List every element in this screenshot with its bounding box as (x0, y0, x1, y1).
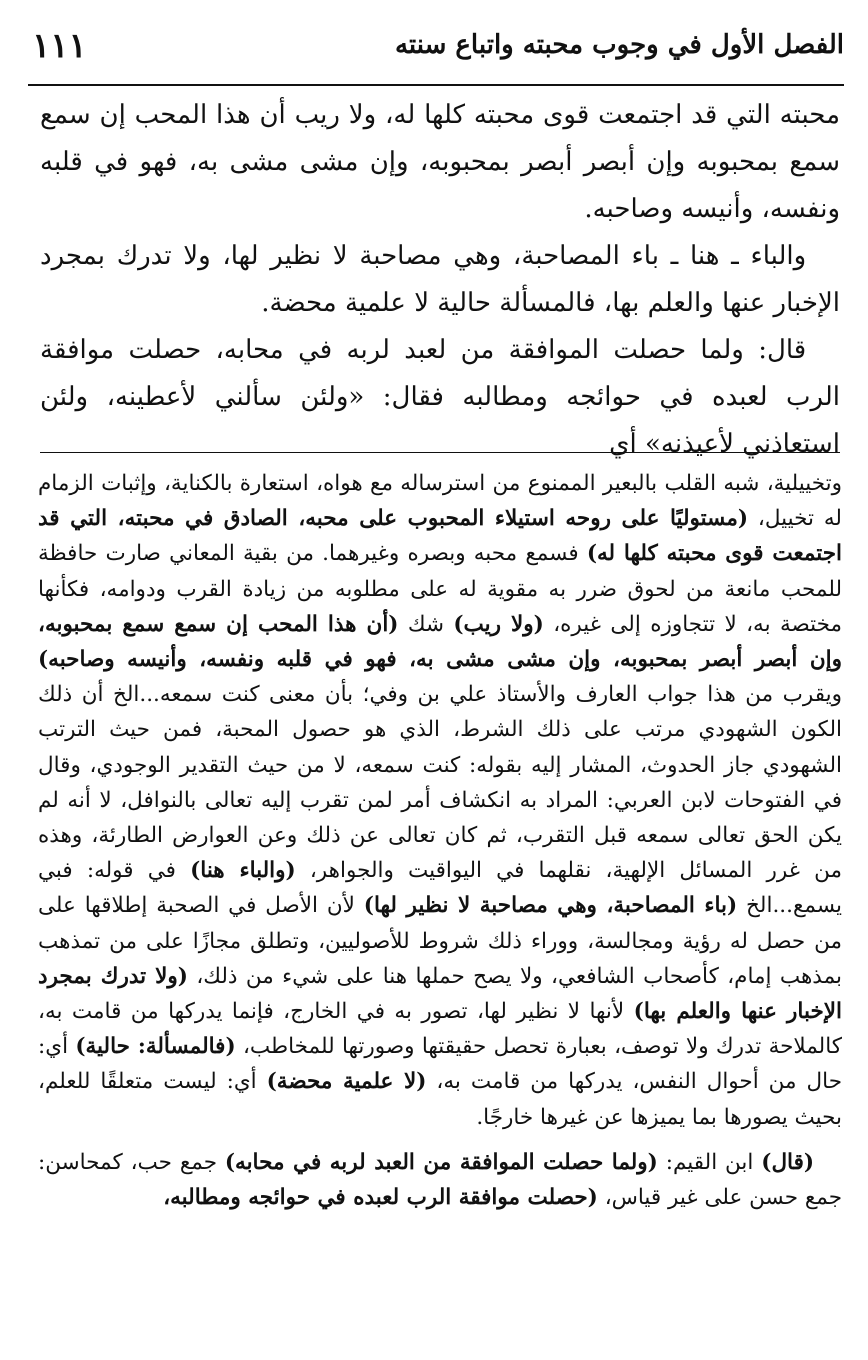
footnote-quoted-text: (أن هذا المحب إن سمع سمع بمحبوبه، وإن أبصر أبصر بمحبوبه، وإن مشى مشى به، فهو في قلبه ونفسه، وأنيسه وصاحبه) (38, 611, 842, 673)
footnote-paragraph-1 (38, 466, 842, 1135)
header-rule (28, 84, 844, 86)
footnote-quoted-text: (والباء هنا) (190, 858, 296, 884)
footnote-text: فسمع محبه وبصره وغيرهما. من بقية المعاني صارت حافظة للمحب مانعة من لحوق ضرر به مقوية له على مطلوبه من زيادة القرب ودوامه، فكأنها مختصة به، لا تتجاوزه إلى غيره، (38, 541, 842, 637)
footnote-text: لأن الأصل في الصحبة إطلاقها على من حصل له رؤية ومجالسة، ووراء ذلك شروط للأصوليين، وتطلق مجازًا على من تمذهب بمذهب إمام، كأصحاب الشافعي، ولا يصح حملها هنا على شيء من ذلك، (38, 893, 843, 989)
footnote-quoted-text: (ولا تدرك بمجرد الإخبار عنها والعلم بها) (38, 963, 842, 1025)
footnote-quoted-text: (باء المصاحبة، وهي مصاحبة لا نظير لها) (363, 893, 738, 919)
footnote-quoted-text: (ولا ريب) (453, 611, 544, 637)
main-paragraph-3: قال: ولما حصلت الموافقة من لعبد لربه في محابه، حصلت موافقة الرب لعبده في حوائجه ومطالبه فقال: «ولئن سألني لأعطينه، ولئن استعاذني لأعيذنه» أي (40, 335, 840, 459)
footnote-text: أي: حال من أحوال النفس، يدركها من قامت به، (38, 1034, 842, 1095)
page-header (28, 22, 844, 78)
footnote-text: جمع حب، كمحاسن: جمع حسن على غير قياس، (38, 1149, 842, 1211)
footnote-paragraph-2 (38, 1145, 842, 1215)
footnote-rule (40, 452, 840, 453)
footnote-text: ابن القيم: (657, 1149, 762, 1175)
footnote-quoted-text: (قال) (761, 1149, 815, 1175)
footnote-text: أي: ليست متعلقًا للعلم، بحيث يصورها بما يميزها عن غيرها خارجًا. (38, 1069, 842, 1130)
footnote-quoted-text: (فالمسألة: حالية) (75, 1034, 236, 1060)
footnote-quoted-text: (ولما حصلت الموافقة من العبد لربه في محابه) (224, 1149, 658, 1175)
footnote-quoted-text: (لا علمية محضة) (266, 1069, 427, 1095)
footnote-quoted-text: (حصلت موافقة الرب لعبده في حوائجه ومطالبه، (163, 1185, 598, 1211)
footnote-text: ويقرب من هذا جواب العارف والأستاذ علي بن وفي؛ بأن معنى كنت سمعه...الخ أن ذلك الكون الشهودي مرتب على ذلك الشرط، الذي هو حصول المحبة، فمن حيث الترتب الشهودي جاز الحدوث، المشار إليه بقوله: كنت سمعه، لا من حيث التقدير الوجودي، وقال في الفتوحات لابن العربي: المراد به انكشاف أمر لمن تقرب إليه تعالى بالنوافل، لا أنه لم يكن الحق تعالى سمعه قبل التقرب، ثم كان تعالى عن ذلك وعن العوارض الطارئة، وهذه من غرر المسائل الإلهية، نقلهما في اليواقيت والجواهر، (38, 682, 843, 884)
footnote-text: لأنها لا نظير لها، تصور به في الخارج، فإنما يدركها من قامت به، كالملاحة تدرك ولا توصف، بعبارة تحصل حقيقتها وصورتها للمخاطب، (38, 999, 842, 1060)
footnote-text: وتخييلية، شبه القلب بالبعير الممنوع من استرساله مع هواه، استعارة بالكناية، وإثبات الزمام له تخييل، (38, 471, 842, 532)
footnote-text: في قوله: فبي يسمع...الخ (38, 858, 842, 919)
main-paragraph-2: والباء ـ هنا ـ باء المصاحبة، وهي مصاحبة لا نظير لها، ولا تدرك بمجرد الإخبار عنها والعلم بها، فالمسألة حالية لا علمية محضة. (40, 241, 840, 318)
footnotes (38, 466, 842, 1215)
running-title: الفصل الأول في وجوب محبته واتباع سنته (394, 30, 844, 60)
main-text (40, 92, 840, 468)
footnote-quoted-text: (مستوليًا على روحه استيلاء المحبوب على محبه، الصادق في محبته، التي قد اجتمعت قوى محبته كلها له) (38, 506, 843, 567)
page-number: ١١١ (32, 26, 87, 66)
footnote-text: شك (398, 611, 454, 637)
main-paragraph-1: محبته التي قد اجتمعت قوى محبته كلها له، ولا ريب أن هذا المحب إن سمع سمع بمحبوبه وإن أبصر أبصر بمحبوبه، وإن مشى مشى به، فهو في قلبه ونفسه، وأنيسه وصاحبه. (40, 100, 840, 224)
